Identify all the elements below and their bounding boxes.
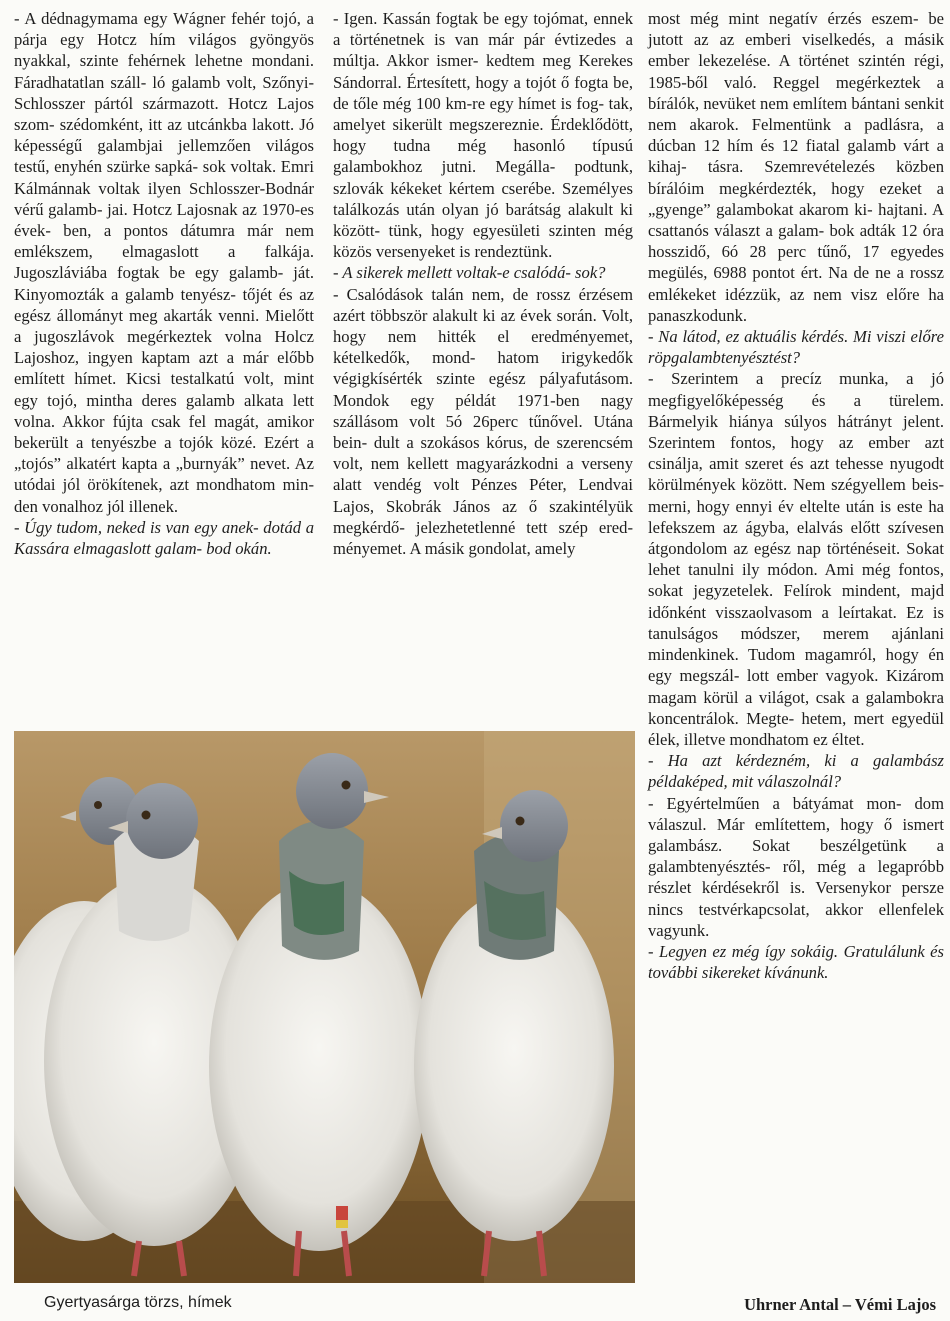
answer-paragraph: - Igen. Kassán fogtak be egy tojómat, ennek a történetnek is van már pár évtizedes a múltja. Akkor ismer- kedtem meg Kerekes Sándorral. Értesített, hogy a tojót ő fogta be, de tőle még 100 km-re egy hímet is fog- tak, amelyet sikerült megszereznie. Érdeklődött, hogy tudna még hasonló típusú galambokhoz jutni. Megálla- podtunk, szlovák kékeket kértem cserébe. Személyes találkozás után olyan jó barátság alakult ki között- tünk, hogy egyesületi szinten még közös versenyeket is rendeztünk.	[333, 9, 633, 262]
question-paragraph: - Úgy tudom, neked is van egy anek- dotád a Kassára elmagaslott galam- bod okán.	[14, 517, 314, 559]
closing-paragraph: - Legyen ez még így sokáig. Gratulálunk és további sikereket kívánunk.	[648, 941, 944, 983]
pigeons-photo	[14, 731, 635, 1283]
article-column-2	[333, 8, 633, 559]
author-byline: Uhrner Antal – Vémi Lajos	[744, 1295, 936, 1314]
answer-paragraph: - Szerintem a precíz munka, a jó megfigyelőképesség és a türelem. Bármelyik hiánya súlyos hátrányt jelent. Szerintem fontos, hogy az ember azt csinálja, amit szeret és azt tehesse nyugodt körülmények között. Nem szégyellem beis- merni, hogy ennyi év eltelte után is este ha lefekszem az ágyba, elalvás előtt szívesen átgondolom az egész nap történéseit. Sokat lehet tanulni ily módon. Ami még fontos, sokat jegyzetelek. Felírok mindent, majd időnként visszaolvasom a leírtakat. Ez is tanulságos módszer, merem ajánlani mindenkinek. Tudom magamról, hogy én egy megszál- lott ember vagyok. Kizárom magam körül a világot, csak a galambokra koncentrálok. Megte- hetem, mert egyedül élek, illetve mondhatom ez éltet.	[648, 369, 944, 749]
answer-paragraph: - A dédnagymama egy Wágner fehér tojó, a párja egy Hotcz hím világos gyöngyös nyakkal, szinte fehérnek lehetne mondani. Fáradhatatlan száll- ló galamb volt, Szőnyi-Schlosszer pártól származott. Hotcz Lajos szom- szédomként, itt az utcánkba lakott. Jó képességű galambjai jellemzően világos testű, enyhén szürke sapká- sok voltak. Emri Kálmánnak voltak ilyen Schlosszer-Bodnár vérű galamb- jai. Hotcz Lajosnak az 1970-es évek- ben, a pontos dátumra már nem emlékszem, elmagaslott a falkája. Jugoszláviába fogtak be egy galamb- ját. Kinyomozták a galamb tenyész- tőjét és az egész állományt meg akarták venni. Mielőtt a jugoszlávok megérkeztek volna Holcz Lajoshoz, ingyen kaptam azt a már előbb említett hímet. Kicsi testalkatú volt, mint egy tojó, mintha deres galamb alkata lett volna. Akkor fújta csak fel magát, amikor bekerült a tenyészbe a tojók közé. Ezért a „tojós” alkatért kapta a „burnyák” nevet. Az utódai jól örökítenek, azt mondhatom min- den vonalhoz jól illenek.	[14, 9, 314, 516]
question-paragraph: - Na látod, ez aktuális kérdés. Mi viszi előre röpgalambtenyésztést?	[648, 327, 944, 368]
article-column-3	[648, 8, 944, 983]
photo-caption: Gyertyasárga törzs, hímek	[44, 1294, 232, 1311]
pigeons-illustration	[14, 731, 635, 1283]
question-paragraph: - A sikerek mellett voltak-e csalódá- sok?	[333, 263, 606, 283]
article-column-1	[14, 8, 314, 559]
answer-paragraph: - Csalódások talán nem, de rossz érzésem azért többször alakult ki az évek során. Volt, hogy nem hitték el eredményemet, kételkedők, mond- hatom irigykedők végigkísérték szinte egész pályafutásom. Mondok egy példát 1971-ben nagy szállásom volt 5ó 26perc tűnővel. Utána bein- dult a szokásos kórus, de szerencsém volt, nem kellett magyarázkodni a verseny alatt vendég volt Pénzes Péter, Lendvai Lajos, Skobrák János az ő szakintélyük megkérdő- jelezhetetlenné tett szép ered- ményemet. A másik gondolat, amely	[333, 284, 633, 559]
answer-paragraph: - Egyértelműen a bátyámat mon- dom válaszul. Már említettem, hogy ő ismert galambász. Sokat beszélgetünk a galambtenyésztés- ről, még a legapróbb részlet kérdésekről is. Versenykor persze nincs testvérkapcsolat, akkor ellenfelek vagyunk.	[648, 793, 944, 940]
answer-paragraph: most még mint negatív érzés eszem- be jutott az az emberi viselkedés, a másik ember lekezelése. A történet szintén régi, 1985-ből való. Reggel megérkeztek a bírálók, nevüket nem említem bántani senkit nem akarok. Felmentünk a padlásra, a dúcban 12 hím és 12 fiatal galamb várt a kihaj- tásra. Szemrevételezés közben bírálóim megkérdezték, hogy ezeket a „gyenge” galambokat akarom ki- hajtani. A csattanós választ a galam- bok adták 12 óra hosszidő, 6ó 28 perc tűnő, 17 egyedes megülés, 6988 pontot ért. Na de ne a rossz emlékeket idézzük, az nem visz előre ha panaszkodunk.	[648, 9, 944, 325]
question-paragraph: - Ha azt kérdezném, ki a galambász példaképed, mit válaszolnál?	[648, 751, 944, 792]
